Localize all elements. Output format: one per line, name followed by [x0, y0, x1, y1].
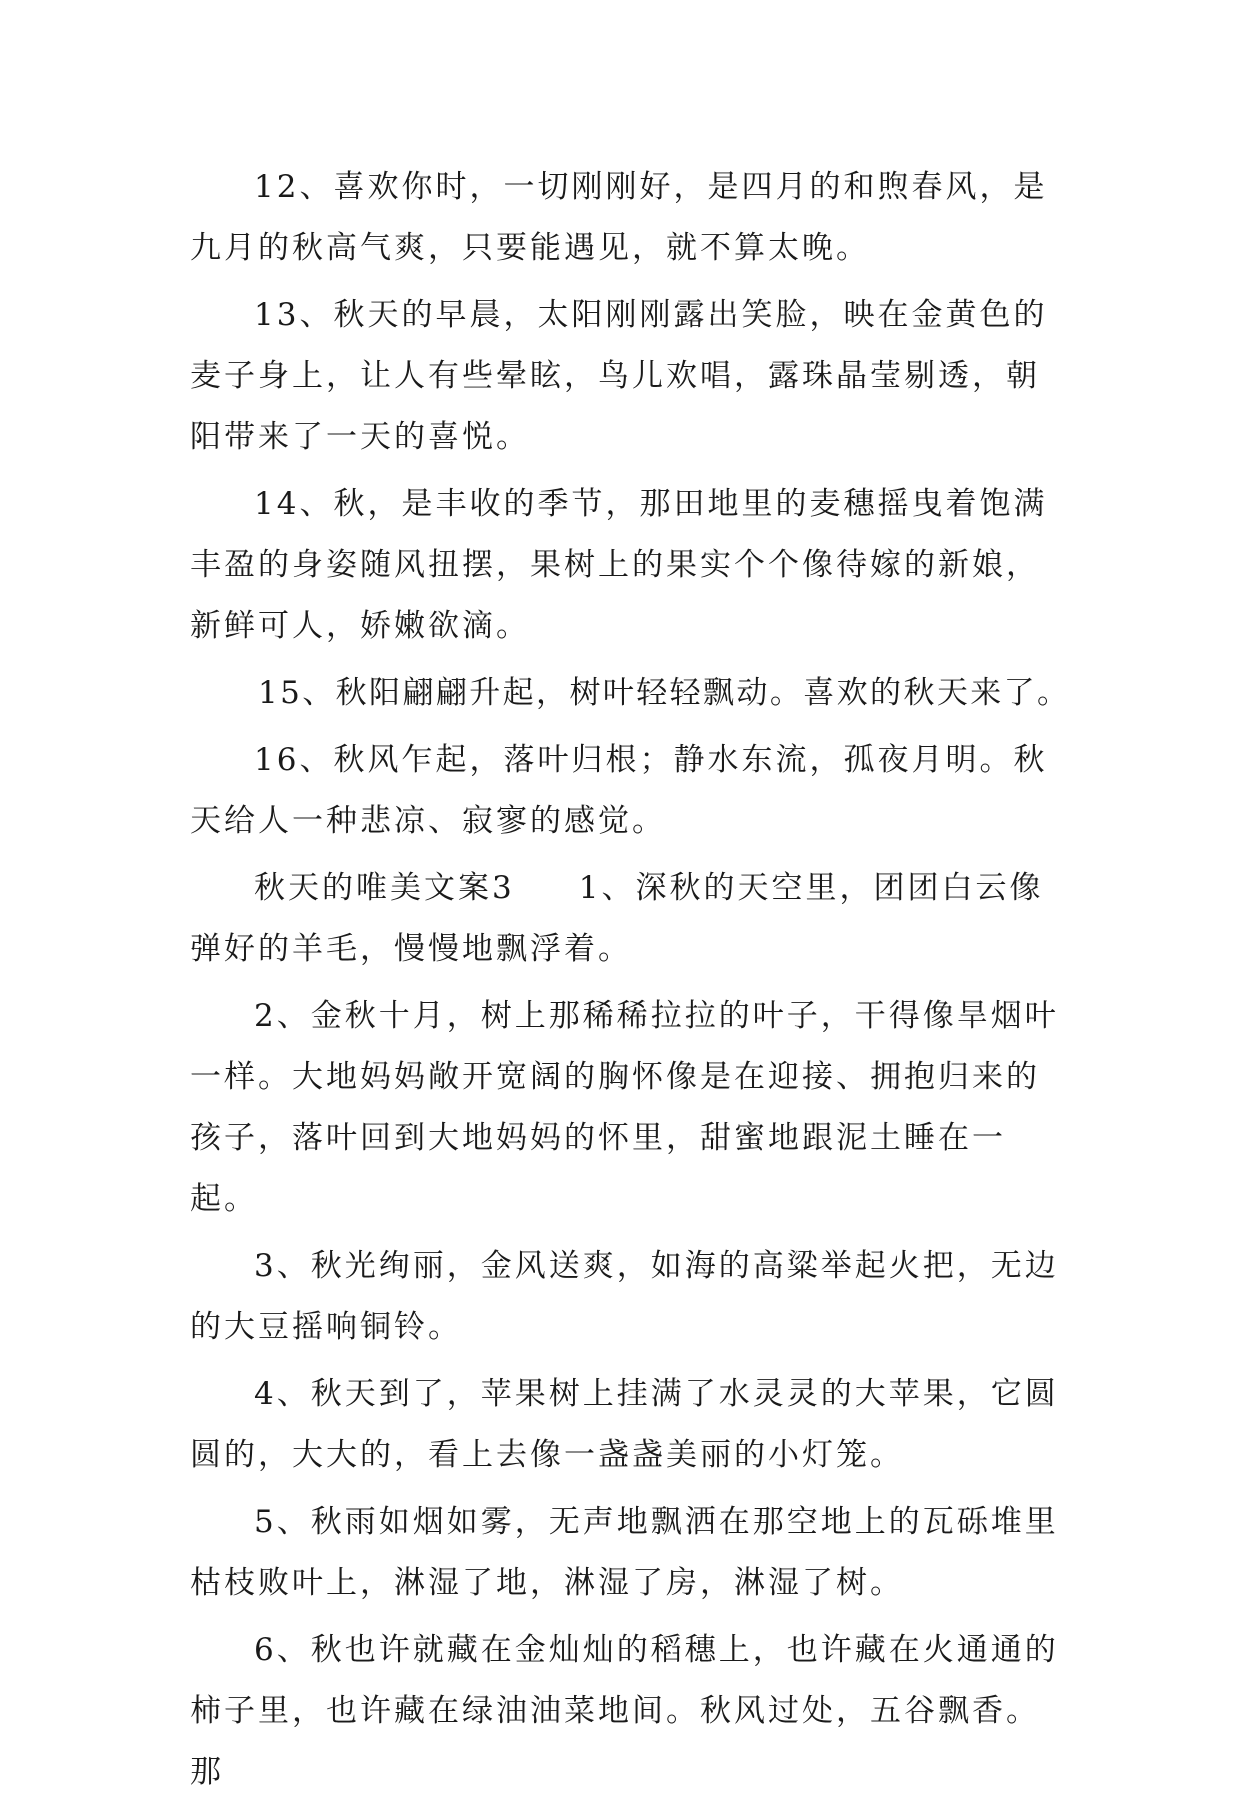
paragraph-13: 13、秋天的早晨，太阳刚刚露出笑脸，映在金黄色的麦子身上，让人有些晕眩，鸟儿欢唱，露珠晶莹剔透，朝阳带来了一天的喜悦。: [190, 297, 1048, 455]
section-item-2: 2、金秋十月，树上那稀稀拉拉的叶子，干得像旱烟叶一样。大地妈妈敞开宽阔的胸怀像是在迎接、拥抱归来的孩子，落叶回到大地妈妈的怀里，甜蜜地跟泥土睡在一起。: [190, 998, 1059, 1217]
section-item-4: 4、秋天到了，苹果树上挂满了水灵灵的大苹果，它圆圆的，大大的，看上去像一盏盏美丽的小灯笼。: [190, 1376, 1059, 1473]
paragraph-15: 15、秋阳翩翩升起，树叶轻轻飘动。喜欢的秋天来了。: [258, 675, 1071, 711]
section-item-6: 6、秋也许就藏在金灿灿的稻穗上，也许藏在火通通的柿子里，也许藏在绿油油菜地间。秋风过处，五谷飘香。那: [190, 1632, 1059, 1790]
document-body: [190, 157, 1070, 1809]
section-item-5: 5、秋雨如烟如雾，无声地飘洒在那空地上的瓦砾堆里枯枝败叶上，淋湿了地，淋湿了房，淋湿了树。: [190, 1504, 1059, 1601]
paragraph-16: 16、秋风乍起，落叶归根；静水东流，孤夜月明。秋天给人一种悲凉、寂寥的感觉。: [190, 742, 1048, 839]
section-item-1: 1、深秋的天空里，团团白云像弹好的羊毛，慢慢地飘浮着。: [190, 870, 1044, 967]
section-item-3: 3、秋光绚丽，金风送爽，如海的高粱举起火把，无边的大豆摇响铜铃。: [190, 1248, 1059, 1345]
section-heading: 秋天的唯美文案3: [254, 870, 515, 906]
paragraph-14: 14、秋，是丰收的季节，那田地里的麦穗摇曳着饱满丰盈的身姿随风扭摆，果树上的果实个个像待嫁的新娘，新鲜可人，娇嫩欲滴。: [190, 486, 1048, 644]
paragraph-12: 12、喜欢你时，一切刚刚好，是四月的和煦春风，是九月的秋高气爽，只要能遇见，就不算太晚。: [190, 169, 1048, 266]
section-paragraph: [190, 858, 1070, 980]
